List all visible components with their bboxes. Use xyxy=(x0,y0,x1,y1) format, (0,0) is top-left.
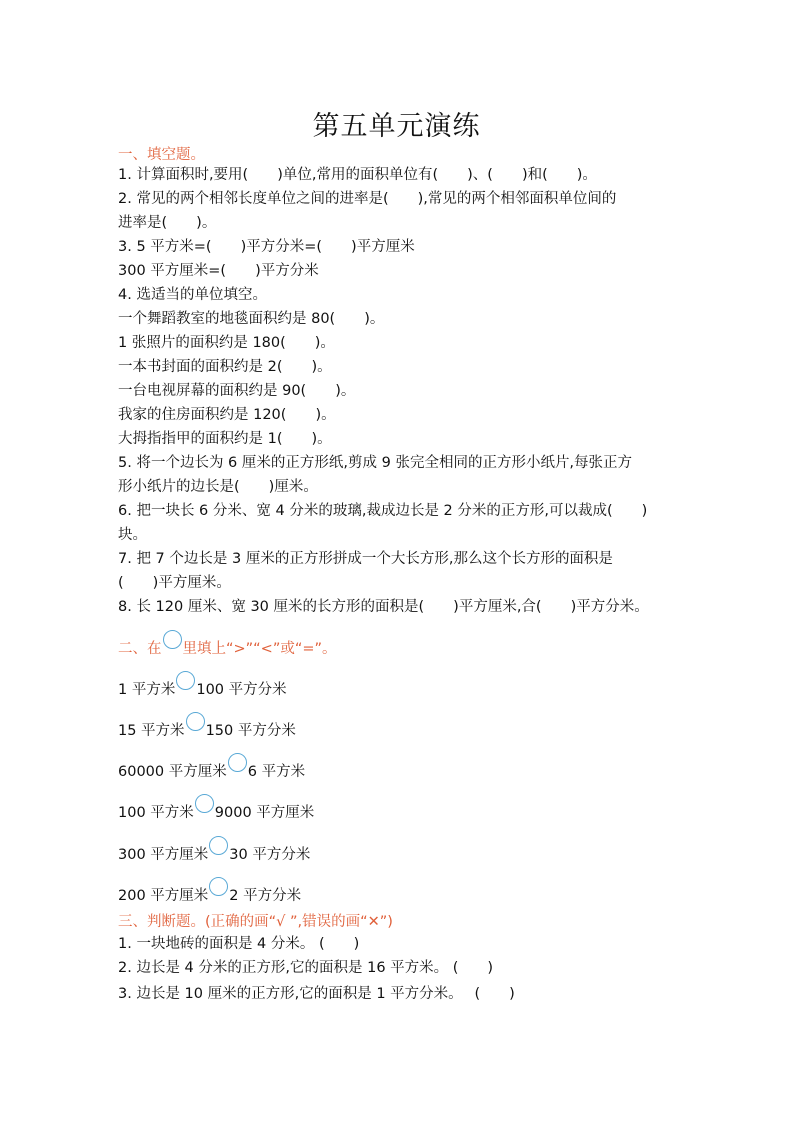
answer-circle[interactable] xyxy=(195,794,214,813)
question-line: ( )平方厘米。 xyxy=(118,575,231,591)
answer-circle[interactable] xyxy=(176,671,195,690)
compare-left: 200 平方厘米 xyxy=(118,888,209,904)
compare-right: 9000 平方厘米 xyxy=(214,805,315,821)
question-line: 8. 长 120 厘米、宽 30 厘米的长方形的面积是( )平方厘米,合( )平方分米。 xyxy=(118,599,649,615)
compare-left: 15 平方米 xyxy=(118,723,185,739)
compare-right: 100 平方分米 xyxy=(196,682,287,698)
compare-left: 1 平方米 xyxy=(118,682,176,698)
compare-right: 6 平方米 xyxy=(247,764,306,780)
question-line: 1. 计算面积时,要用( )单位,常用的面积单位有( )、( )和( )。 xyxy=(118,167,597,183)
question-line: 6. 把一块长 6 分米、宽 4 分米的玻璃,裁成边长是 2 分米的正方形,可以裁成( ) xyxy=(118,503,648,519)
question-line: 大拇指指甲的面积约是 1( )。 xyxy=(118,431,332,447)
question-line: 4. 选适当的单位填空。 xyxy=(118,287,267,303)
compare-left: 60000 平方厘米 xyxy=(118,764,227,780)
answer-circle[interactable] xyxy=(186,712,205,731)
compare-item xyxy=(118,712,296,741)
question-line: 1 张照片的面积约是 180( )。 xyxy=(118,335,335,351)
section-heading-prefix: 二、在 xyxy=(118,641,162,657)
compare-right: 150 平方分米 xyxy=(205,723,296,739)
compare-left: 100 平方米 xyxy=(118,805,194,821)
section-heading-true-false: 三、判断题。(正确的画“√ ”,错误的画“✕”) xyxy=(118,914,393,930)
section-heading-fill-blank: 一、填空题。 xyxy=(118,147,205,163)
compare-left: 300 平方厘米 xyxy=(118,847,209,863)
question-line: 我家的住房面积约是 120( )。 xyxy=(118,407,336,423)
compare-item xyxy=(118,836,310,865)
answer-circle[interactable] xyxy=(228,753,247,772)
answer-circle[interactable] xyxy=(209,836,228,855)
question-line: 形小纸片的边长是( )厘米。 xyxy=(118,479,318,495)
compare-item xyxy=(118,877,301,906)
question-line: 进率是( )。 xyxy=(118,215,217,231)
section-heading-suffix: 里填上“>”“<”或“=”。 xyxy=(182,641,337,657)
page-title: 第五单元演练 xyxy=(312,111,481,142)
judgement-line: 3. 边长是 10 厘米的正方形,它的面积是 1 平方分米。 ( ) xyxy=(118,986,515,1002)
section-heading-compare xyxy=(118,630,337,658)
compare-item xyxy=(118,753,305,782)
judgement-line: 1. 一块地砖的面积是 4 分米。 ( ) xyxy=(118,936,360,952)
circle-icon xyxy=(163,630,182,649)
question-line: 2. 常见的两个相邻长度单位之间的进率是( ),常见的两个相邻面积单位间的 xyxy=(118,191,617,207)
question-line: 3. 5 平方米=( )平方分米=( )平方厘米 xyxy=(118,239,415,255)
question-line: 一台电视屏幕的面积约是 90( )。 xyxy=(118,383,356,399)
compare-item xyxy=(118,794,314,823)
question-line: 一本书封面的面积约是 2( )。 xyxy=(118,359,332,375)
question-line: 300 平方厘米=( )平方分米 xyxy=(118,263,319,279)
compare-right: 30 平方分米 xyxy=(229,847,311,863)
question-line: 块。 xyxy=(118,527,147,543)
question-line: 5. 将一个边长为 6 厘米的正方形纸,剪成 9 张完全相同的正方形小纸片,每张正方 xyxy=(118,455,633,471)
answer-circle[interactable] xyxy=(209,877,228,896)
question-line: 一个舞蹈教室的地毯面积约是 80( )。 xyxy=(118,311,385,327)
compare-right: 2 平方分米 xyxy=(229,888,302,904)
compare-item xyxy=(118,671,287,700)
question-line: 7. 把 7 个边长是 3 厘米的正方形拼成一个大长方形,那么这个长方形的面积是 xyxy=(118,551,613,567)
judgement-line: 2. 边长是 4 分米的正方形,它的面积是 16 平方米。 ( ) xyxy=(118,960,494,976)
